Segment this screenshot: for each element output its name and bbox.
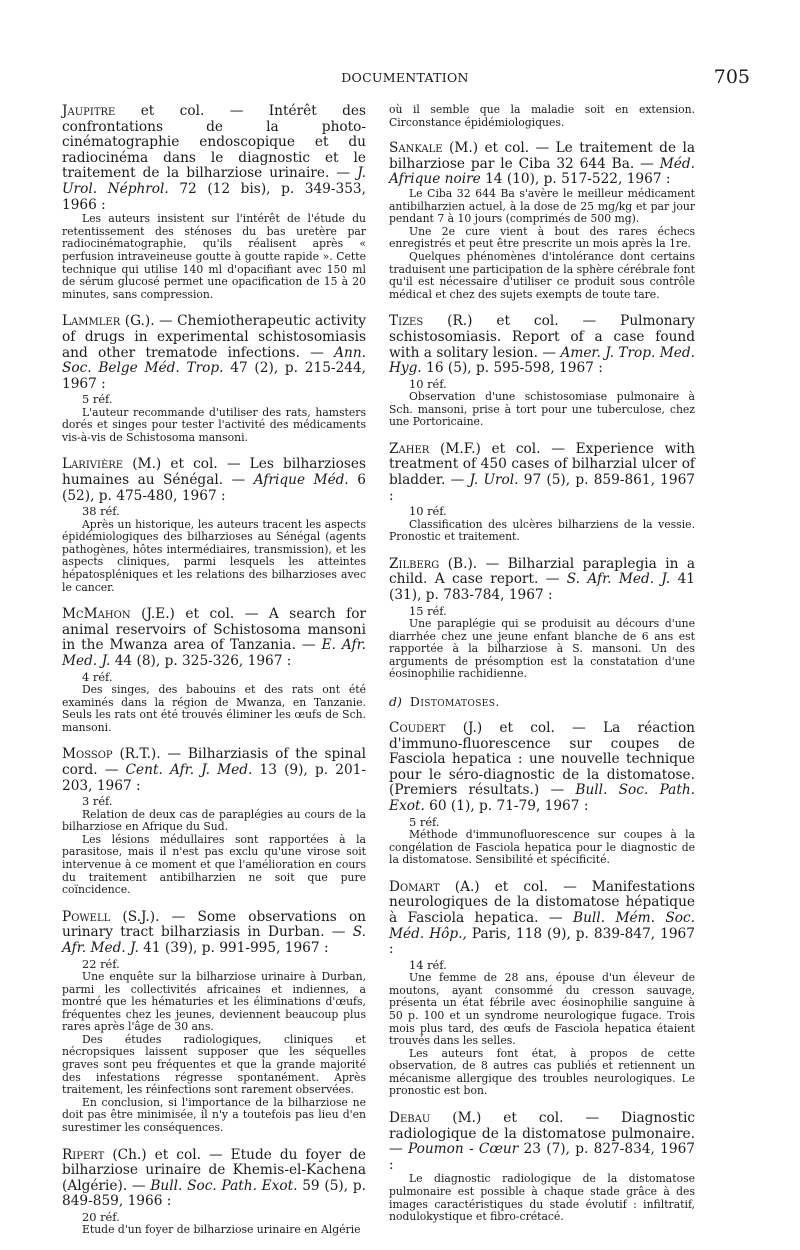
- author-name: Mossop: [62, 746, 113, 763]
- citation-details: 41 (31), p. 783-784, 1967 :: [389, 571, 695, 604]
- journal-name: Bull. Soc. Path. Exot.: [145, 1177, 298, 1194]
- citation-title: (J.E.) et col. — A search for animal reservoirs of Schistosoma mansoni in the Mwanza area of Tanzania. —: [62, 606, 366, 654]
- abstract-paragraph: Une femme de 28 ans, épouse d'un éleveur de moutons, ayant consommé du cresson sauvage, présenta un état fébrile avec éosinophilie sanguine à 50 p. 100 et un syndrome neurologique fugace. Trois mois plus tard, des œufs de Fasciola hepatica étaient trouvés dans les selles.: [389, 971, 695, 1048]
- author-name: Tizes: [389, 313, 424, 330]
- bibliography-entry: [62, 607, 366, 734]
- reference-count: 4 réf.: [82, 669, 113, 684]
- citation-title: (M.) et col. — Le traitement de la bilharziose par le Ciba 32 644 Ba. —: [389, 140, 695, 172]
- bibliography-entry: [389, 880, 695, 1098]
- citation-title: (M.F.) et col. — Experience with treatment of 450 cases of bilharzial ulcer of bladder. —: [389, 440, 695, 489]
- reference-count: 15 réf.: [409, 603, 447, 618]
- citation-details: 72 (12 bis), p. 349-353, 1966 :: [62, 180, 366, 213]
- journal-name: S. Afr. Med. J.: [62, 924, 367, 956]
- citation: [62, 457, 366, 504]
- bibliography-entry: [389, 1111, 695, 1224]
- journal-name: Bull. Soc. Path. Exot.: [389, 782, 695, 814]
- journal-name: Afrique Méd.: [245, 472, 349, 489]
- reference-count: 14 réf.: [409, 957, 447, 972]
- journal-name: J. Urol. Néphrol.: [62, 165, 366, 197]
- page-number: 705: [713, 66, 750, 88]
- author-name: Zaher: [389, 440, 430, 457]
- journal-name: Amer. J. Trop. Med. Hyg.: [389, 344, 695, 377]
- citation-title: (G.). — Chemiotherapeutic activity of drugs in experimental schistosomiasis and other trematode infections. —: [62, 313, 366, 361]
- reference-count: 22 réf.: [82, 956, 120, 971]
- citation-details: 14 (10), p. 517-522, 1967 :: [480, 171, 671, 188]
- abstract-paragraph: Des singes, des babouins et des rats ont été examinés dans la région de Mwanza, en Tanzanie. Seuls les rats ont été trouvés éliminer les œufs de Sch. mansoni.: [62, 683, 366, 734]
- abstract-paragraph: Après un historique, les auteurs tracent les aspects épidémiologiques des bilharzioses au Sénégal (agents pathogènes, hôtes intermédiaires, transmission), et les aspects cliniques, parmi lesquels les atteintes hépatospléniques et les relations des bilharzioses avec le cancer.: [62, 517, 366, 594]
- reference-count: 5 réf.: [409, 814, 440, 829]
- citation-title: (R.) et col. — Pulmonary schistosomiasis. Report of a case found with a solitary lesion. —: [389, 313, 695, 361]
- abstract-paragraph: Classification des ulcères bilharziens de la vessie. Pronostic et traitement.: [389, 517, 695, 544]
- reference-count: 10 réf.: [409, 376, 447, 391]
- abstract-paragraph: L'auteur recommande d'utiliser des rats, hamsters dorés et singes pour tester l'activité des médicaments vis-à-vis de Schistosoma mansoni.: [62, 405, 366, 444]
- citation: [62, 104, 366, 213]
- author-name: Larivière: [62, 456, 124, 473]
- bibliography-entry: [389, 442, 695, 544]
- citation: [389, 314, 695, 376]
- citation-title: et col. — Intérêt des confrontations de la photo-cinématographie endoscopique et du radiocinéma dans le diagnostic et le traitement de la bilharziose urinaire. —: [62, 103, 366, 182]
- abstract-paragraph: Le Ciba 32 644 Ba s'avère le meilleur médicament antibilharzien actuel, à la dose de 25 mg/kg et par jour pendant 7 à 10 jours (comprimés de 500 mg).: [389, 186, 695, 226]
- citation-title: (J.) et col. — La réaction d'immuno-fluorescence sur coupes de Fasciola hepatica : une nouvelle technique pour le séro-diagnostic de la distomatose. (Premiers résultats.) —: [389, 720, 695, 799]
- bibliography-entry: [389, 721, 695, 867]
- author-name: Sankale: [389, 140, 443, 157]
- abstract-paragraph: En conclusion, si l'importance de la bilharziose ne doit pas être minimisée, il n'y a toutefois pas lieu d'en surestimer les conséquences.: [62, 1095, 366, 1135]
- abstract-paragraph: Les lésions médullaires sont rapportées à la parasitose, mais il n'est pas exclu qu'une virose soit intervenue à ce moment et que l'amélioration en cours du traitement antibilharzien ne soit que pure coïncidence.: [62, 832, 366, 897]
- journal-name: Ann. Soc. Belge Méd. Trop.: [62, 344, 366, 377]
- right-entries-after: [389, 721, 695, 1224]
- abstract-paragraph: Le diagnostic radiologique de la distomatose pulmonaire est possible à chaque stade grâce à des images caractéristiques du stade évolutif : infiltratif, nodulokystique et fibro-crétacé.: [389, 1172, 695, 1224]
- reference-count: 10 réf.: [409, 504, 447, 519]
- journal-name: S. Afr. Med. J.: [559, 571, 671, 588]
- right-column: [389, 104, 695, 1237]
- citation-title: (A.) et col. — Manifestations neurologiques de la distomatose hépatique à Fasciola hepatica. —: [389, 878, 695, 926]
- citation-details: 97 (5), p. 859-861, 1967 :: [389, 472, 695, 504]
- abstract-paragraph: Quelques phénomènes d'intolérance dont certains traduisent une participation de la sphère cérébrale font qu'il est nécessaire d'utiliser ce produit sous contrôle médical et chez des sujets exempts de toute tare.: [389, 249, 695, 301]
- citation-details: 59 (5), p. 849-859, 1966 :: [62, 1177, 366, 1210]
- bibliography-entry: [389, 314, 695, 429]
- journal-name: J. Urol.: [464, 472, 519, 489]
- abstract-paragraph: Les auteurs font état, à propos de cette observation, de 8 autres cas publiés et retiennent un mécanisme allergique des troubles neurologiques. Le pronostic est bon.: [389, 1046, 695, 1098]
- citation-details: 44 (8), p. 325-326, 1967 :: [110, 653, 292, 669]
- author-name: Ripert: [62, 1146, 105, 1163]
- abstract-paragraph: Une enquête sur la bilharziose urinaire à Durban, parmi les collectivités africaines et indiennes, a montré que les hématuries et les éliminations d'œufs, fréquentes chez les jeunes, deviennent beaucoup plus rares après l'âge de 30 ans.: [62, 969, 366, 1034]
- citation: [62, 747, 366, 794]
- reference-count: 20 réf.: [82, 1210, 120, 1224]
- citation: [389, 1111, 695, 1173]
- reference-count: 38 réf.: [82, 504, 120, 519]
- citation-details: 6 (52), p. 475-480, 1967 :: [62, 472, 366, 504]
- journal-name: E. Afr. Med. J.: [62, 637, 366, 669]
- section-letter: d): [389, 694, 402, 709]
- abstract-paragraph: Etude d'un foyer de bilharziose urinaire en Algérie: [82, 1223, 361, 1237]
- journal-name: Méd. Afrique noire: [389, 155, 695, 188]
- citation: [389, 880, 695, 958]
- bibliography-entry: [62, 314, 366, 444]
- citation: [389, 721, 695, 815]
- author-name: Debau: [389, 1110, 431, 1127]
- bibliography-entry: [62, 747, 366, 896]
- citation-title: (B.). — Bilharzial paraplegia in a child. A case report. —: [389, 555, 695, 588]
- bibliography-entry: [62, 457, 366, 594]
- left-column: [62, 104, 366, 1250]
- citation-details: 23 (7), p. 827-834, 1967 :: [389, 1141, 695, 1173]
- running-title: DOCUMENTATION: [341, 70, 469, 85]
- citation-title: (M.) et col. — Diagnostic radiologique de la distomatose pulmonaire. —: [389, 1110, 695, 1158]
- author-name: Zilberg: [389, 555, 440, 572]
- bibliography-entry: [62, 104, 366, 301]
- author-name: Jaupitre: [62, 103, 116, 119]
- journal-name: Bull. Mém. Soc. Méd. Hôp.,: [389, 909, 695, 942]
- author-name: Lammler: [62, 313, 121, 330]
- abstract-paragraph: Une paraplégie qui se produisit au décours d'une diarrhée chez une jeune enfant blanche de 6 ans est rapportée à la bilharziose à S. mansoni. Un des arguments de présomption est la constatation d'une éosinophilie rachidienne.: [389, 617, 695, 681]
- running-head: [60, 66, 750, 90]
- author-name: McMahon: [62, 606, 131, 623]
- section-heading: [389, 694, 695, 709]
- citation-title: (S.J.). — Some observations on urinary tract bilharziasis in Durban. —: [62, 908, 366, 941]
- citation: [389, 442, 695, 504]
- bibliography-entry: [62, 1148, 366, 1237]
- citation-title: (M.) et col. — Les bilharzioses humaines au Sénégal. —: [62, 456, 366, 489]
- citation-details: 41 (39), p. 991-995, 1967 :: [138, 939, 329, 956]
- citation: [389, 557, 695, 604]
- citation-title: (Ch.) et col. — Etude du foyer de bilharziose urinaire de Khemis-el-Kachena (Algérie). —: [62, 1146, 366, 1194]
- abstract-paragraph: Méthode d'immunofluorescence sur coupes à la congélation de Fasciola hepatica pour le diagnostic de la distomatose. Sensibilité et spécificité.: [389, 827, 695, 867]
- author-name: Coudert: [389, 720, 446, 736]
- citation-details: 13 (9), p. 201-203, 1967 :: [62, 761, 366, 794]
- author-name: Domart: [389, 878, 440, 895]
- abstract-paragraph: Les auteurs insistent sur l'intérêt de l'étude du retentissement des sténoses du bas uretère par radiocinématographie, qu'ils réalisent après « perfusion intraveineuse goutte à goutte rapide ». Cette technique qui utilise 140 ml d'opacifiant avec 150 ml de sérum glucosé permet une opacification de 15 à 20 minutes, sans compression.: [62, 212, 366, 301]
- citation-details: 60 (1), p. 71-79, 1967 :: [424, 797, 589, 814]
- citation: [62, 910, 366, 957]
- reference-count: 3 réf.: [82, 794, 113, 809]
- abstract-paragraph: Observation d'une schistosomiase pulmonaire à Sch. mansoni, prise à tort pour une tuberculose, chez une Portoricaine.: [389, 390, 695, 429]
- bibliography-entry: [389, 557, 695, 681]
- bibliography-entry: [62, 910, 366, 1135]
- journal-name: Poumon - Cœur: [402, 1141, 519, 1158]
- citation: [389, 141, 695, 188]
- reference-count: 5 réf.: [82, 392, 113, 407]
- bibliography-entry: [389, 141, 695, 301]
- left-entries: [62, 104, 366, 1237]
- citation-details: Paris, 118 (9), p. 839-847, 1967 :: [389, 925, 695, 958]
- citation: [62, 1148, 366, 1210]
- citation: [62, 607, 366, 669]
- abstract-paragraph: Relation de deux cas de paraplégies au cours de la bilharziose en Afrique du Sud.: [62, 807, 366, 834]
- journal-name: Cent. Afr. J. Med.: [118, 761, 253, 778]
- author-name: Powell: [62, 908, 111, 925]
- section-title: Distomatoses.: [409, 694, 500, 709]
- right-entries: [389, 141, 695, 681]
- abstract-paragraph: Des études radiologiques, cliniques et nécropsiques laissent supposer que les séquelles graves sont peu fréquentes et que la grande majorité des infestations régresse spontanément. Après traitement, les réinfections sont rarement observées.: [62, 1032, 366, 1097]
- continuation-text: où il semble que la maladie soit en extension. Circonstance épidémiologiques.: [389, 103, 695, 129]
- citation-title: (R.T.). — Bilharziasis of the spinal cord. —: [62, 746, 366, 778]
- citation-details: 47 (2), p. 215-244, 1967 :: [62, 360, 367, 392]
- citation: [62, 314, 366, 392]
- abstract-paragraph: Une 2e cure vient à bout des rares échecs enregistrés et peut être prescrite un mois après la 1re.: [389, 224, 695, 251]
- citation-details: 16 (5), p. 595-598, 1967 :: [421, 360, 603, 377]
